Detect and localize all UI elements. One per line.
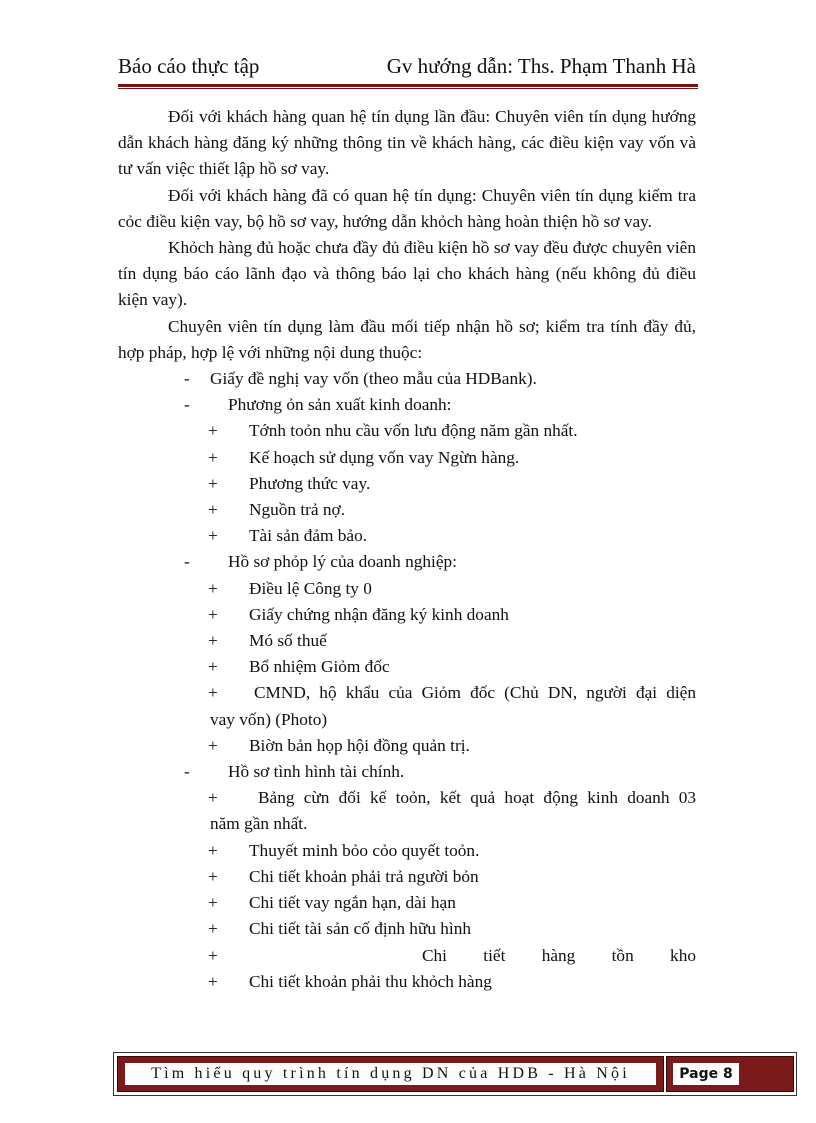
plus-bullet: + — [208, 893, 218, 913]
sub-list-item — [118, 497, 696, 523]
plus-bullet: + — [208, 919, 218, 939]
list-item-text: Hồ sơ tình hình tài chính. — [228, 762, 405, 782]
spread-word: hàng — [541, 945, 576, 965]
plus-bullet: + — [208, 866, 218, 886]
spread-word: Chi — [422, 945, 447, 965]
list-item-text: Phương ỏn sản xuất kinh doanh: — [228, 395, 452, 415]
plus-bullet: + — [208, 735, 218, 755]
sub-list-item — [118, 418, 696, 444]
sub-list-item — [118, 890, 696, 916]
dash-bullet: - — [184, 762, 190, 782]
list-item-text: Giấy đề nghị vay vốn (theo mẫu của HDBank). — [210, 369, 537, 389]
page-footer — [113, 1052, 797, 1096]
sub-list-item-text: Chi tiết khoản phải trả người bỏn — [249, 866, 479, 886]
sub-list-item — [118, 471, 696, 497]
plus-bullet: + — [208, 631, 218, 651]
dash-bullet: - — [184, 395, 190, 415]
sub-list-item-text: Bổ nhiệm Giỏm đốc — [249, 657, 390, 677]
sub-list-item-text: Tài sản đảm bảo. — [249, 526, 368, 546]
footer-page-box — [666, 1056, 794, 1092]
plus-bullet: + — [208, 473, 218, 493]
sub-list-item-text: Giấy chứng nhận đăng ký kinh doanh — [249, 604, 509, 624]
sub-list-item-text: Tớnh toỏn nhu cầu vốn lưu động năm gần nhất. — [249, 421, 578, 441]
sub-list-item-text: Mó số thuế — [249, 631, 327, 651]
sub-list-item-wrapped — [118, 680, 696, 732]
sub-list-item-spread — [118, 943, 696, 969]
sub-list-item — [118, 576, 696, 602]
plus-bullet: + — [208, 788, 218, 808]
sub-list-item-text: Biờn bản họp hội đồng quản trị. — [249, 735, 470, 755]
sub-list-item-text: Bảng cừn đối kế toỏn, kết quả hoạt động kinh doanh 03 — [258, 788, 696, 808]
header-rule-thin — [118, 88, 698, 89]
sub-list-item — [118, 523, 696, 549]
paragraph: Khỏch hàng đủ hoặc chưa đầy đủ điều kiện hồ sơ vay đều được chuyên viên tín dụng báo cáo lãnh đạo và thông báo lại cho khách hàng (nếu không đủ điều kiện vay). — [118, 238, 696, 310]
sub-list-item-text: Chi tiết vay ngắn hạn, dài hạn — [249, 893, 456, 913]
list-item-text: Hồ sơ phỏp lý của doanh nghiệp: — [228, 552, 457, 572]
sub-list-item-text: Điều lệ Công ty 0 — [249, 578, 372, 598]
sub-list-item-text: Chi tiết khoản phải thu khỏch hàng — [249, 971, 492, 991]
plus-bullet: + — [208, 526, 218, 546]
dash-bullet: - — [184, 552, 190, 572]
list-item — [118, 366, 696, 392]
sub-list-item — [118, 654, 696, 680]
footer-title: Tìm hiểu quy trình tín dụng DN của HDB - Hà Nội — [125, 1063, 656, 1085]
paragraph: Đối với khách hàng quan hệ tín dụng lần đầu: Chuyên viên tín dụng hướng dẫn khách hàng đăng ký những thông tin về khách hàng, các điều kiện vay vốn và tư vấn việc thiết lập hồ sơ vay. — [118, 107, 696, 179]
sub-list-item — [118, 445, 696, 471]
sub-list-item-text: Phương thức vay. — [249, 473, 371, 493]
plus-bullet: + — [208, 683, 218, 703]
dash-bullet: - — [184, 369, 190, 389]
plus-bullet: + — [208, 447, 218, 467]
plus-bullet: + — [208, 500, 218, 520]
plus-bullet: + — [208, 604, 218, 624]
plus-bullet: + — [208, 421, 218, 441]
plus-bullet: + — [208, 840, 218, 860]
header-left-title: Báo cáo thực tập — [118, 54, 260, 78]
plus-bullet: + — [208, 657, 218, 677]
sub-list-item-text: Nguồn trả nợ. — [249, 500, 346, 520]
document-body — [118, 104, 696, 995]
header-right-advisor: Gv hướng dẫn: Ths. Phạm Thanh Hà — [386, 54, 696, 78]
sub-list-item-continuation: năm gần nhất. — [210, 814, 308, 834]
sub-list-item — [118, 838, 696, 864]
sub-list-item-text: Kế hoạch sử dụng vốn vay Ngừn hàng. — [249, 447, 520, 467]
sub-list-item — [118, 628, 696, 654]
sub-list-item-wrapped — [118, 785, 696, 837]
sub-list-item — [118, 864, 696, 890]
plus-bullet: + — [208, 971, 218, 991]
spread-word: tồn — [611, 945, 634, 965]
header-rule — [118, 84, 698, 87]
sub-list-item-text: Thuyết minh bỏo cỏo quyết toỏn. — [249, 840, 480, 860]
footer-title-band — [117, 1056, 664, 1092]
spread-word: kho — [670, 945, 696, 965]
plus-bullet: + — [208, 945, 218, 965]
sub-list-item — [118, 733, 696, 759]
page-header — [118, 52, 696, 82]
list-item — [118, 549, 696, 575]
sub-list-item — [118, 969, 696, 995]
list-item — [118, 759, 696, 785]
paragraph: Đối với khách hàng đã có quan hệ tín dụng: Chuyên viên tín dụng kiểm tra cỏc điều kiện vay, bộ hồ sơ vay, hướng dẫn khỏch hàng hoàn thiện hồ sơ vay. — [118, 185, 696, 231]
page-number: Page 8 — [673, 1063, 739, 1085]
paragraph: Chuyên viên tín dụng làm đầu mối tiếp nhận hồ sơ; kiểm tra tính đầy đủ, hợp pháp, hợp lệ với những nội dung thuộc: — [118, 316, 696, 362]
list-item — [118, 392, 696, 418]
spread-word: tiết — [483, 945, 506, 965]
sub-list-item-text: Chi tiết tài sản cố định hữu hình — [249, 919, 471, 939]
sub-list-item-text: CMND, hộ khẩu của Giỏm đốc (Chủ DN, người đại diện — [254, 683, 696, 703]
sub-list-item — [118, 602, 696, 628]
sub-list-item-continuation: vay vốn) (Photo) — [210, 709, 328, 729]
plus-bullet: + — [208, 578, 218, 598]
sub-list-item — [118, 916, 696, 942]
